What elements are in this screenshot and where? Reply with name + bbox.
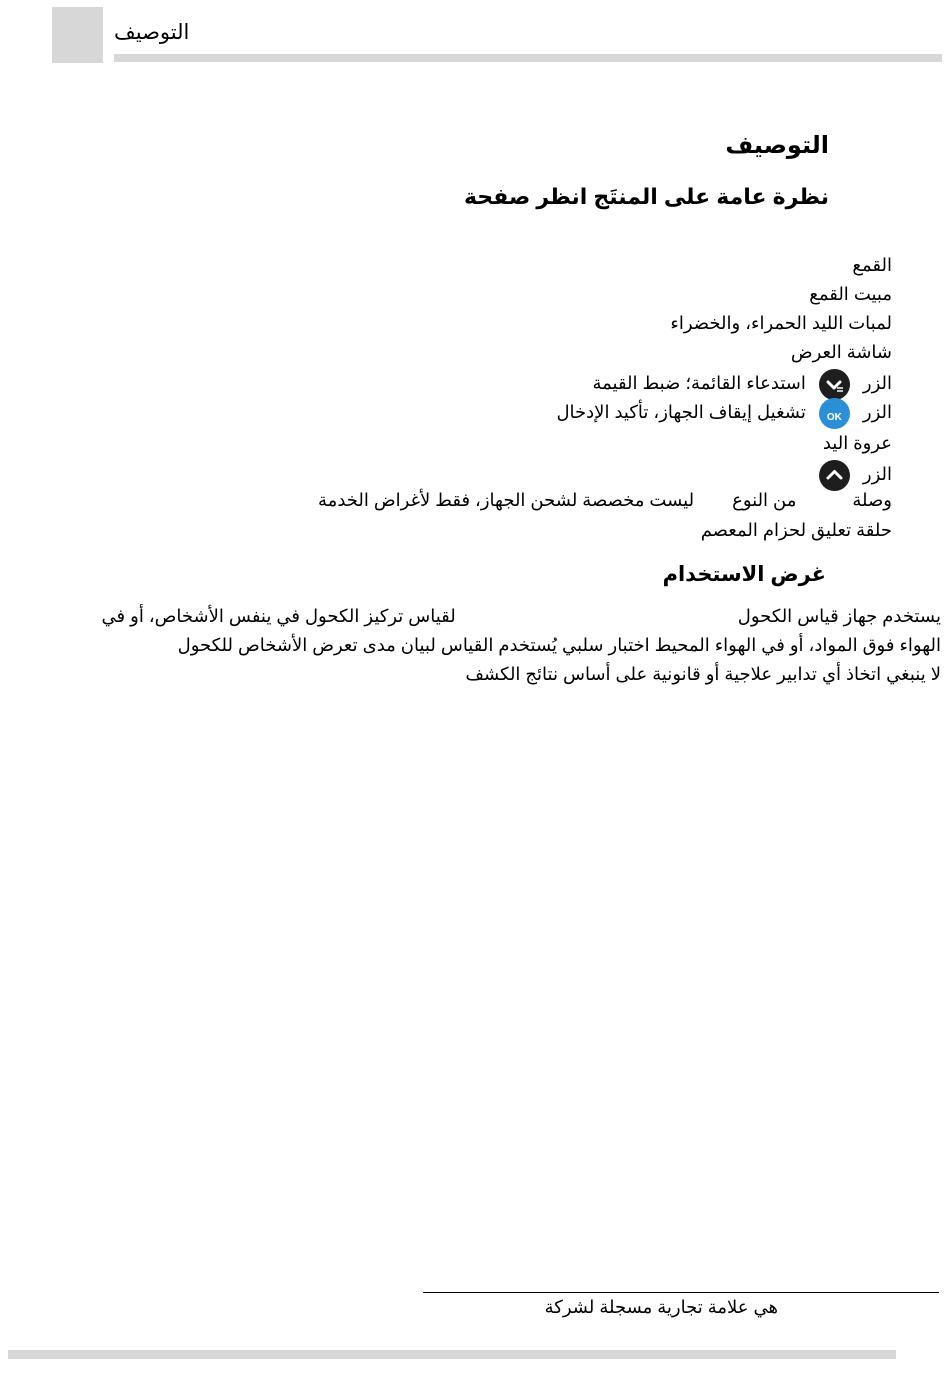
footer-bar xyxy=(8,1350,896,1359)
part-item-display: شاشة العرض xyxy=(790,342,892,362)
trademark-footnote: هي علامة تجارية مسجلة لشركة xyxy=(544,1297,778,1317)
footnote-rule xyxy=(423,1292,939,1293)
header-rule xyxy=(114,54,942,62)
ok-icon: OK xyxy=(819,398,850,429)
part-item-leds: لمبات الليد الحمراء، والخضراء xyxy=(670,313,892,333)
section-title: التوصيف xyxy=(725,132,829,159)
header-tab-block xyxy=(52,7,103,63)
purpose-line-1: يستخدم جهاز قياس الكحوللقياس تركيز الكحول في ينفس الأشخاص، أو في xyxy=(101,606,941,626)
part-item-hand-loop: عروة اليد xyxy=(822,433,892,453)
chevron-up-icon xyxy=(819,460,850,491)
menu-chevron-icon xyxy=(819,369,850,400)
purpose-line-3: لا ينبغي اتخاذ أي تدابير علاجية أو قانونية على أساس نتائج الكشف xyxy=(465,664,941,684)
part-item-wrist-strap-ring: حلقة تعليق لحزام المعصم xyxy=(700,520,892,540)
part-item-port: وصلةمن النوعليست مخصصة لشحن الجهاز، فقط لأغراض الخدمة xyxy=(318,490,892,510)
part-item-funnel: القمع xyxy=(852,255,892,275)
purpose-line-2: الهواء فوق المواد، أو في الهواء المحيط اختبار سلبي يُستخدم القياس لبيان مدى تعرض الأشخاص للكحول xyxy=(177,635,941,655)
overview-heading: نظرة عامة على المنتَج انظر صفحة xyxy=(463,184,829,209)
part-item-up-button: الزر xyxy=(811,460,892,491)
purpose-heading: غرض الاستخدام xyxy=(662,563,826,586)
header-title: التوصيف xyxy=(114,21,190,44)
part-item-funnel-housing: مبيت القمع xyxy=(809,284,892,304)
part-item-menu-button: الزر استدعاء القائمة؛ ضبط القيمة xyxy=(592,369,892,400)
part-item-ok-button: الزر OK تشغيل إيقاف الجهاز، تأكيد الإدخال xyxy=(556,398,892,429)
